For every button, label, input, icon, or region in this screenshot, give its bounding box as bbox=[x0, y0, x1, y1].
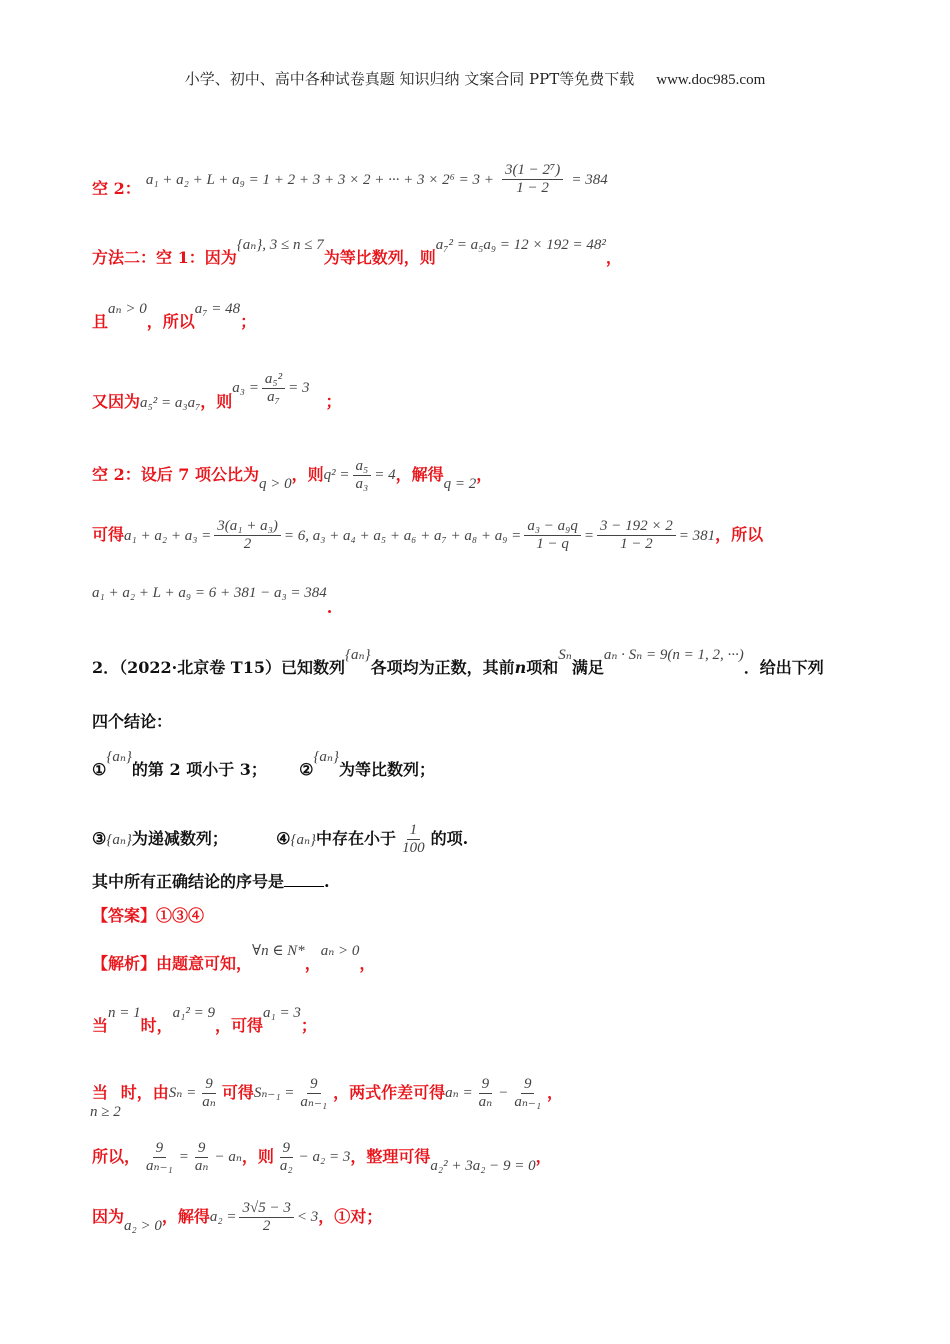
derive-eq: = bbox=[583, 527, 594, 544]
c3-seq: {aₙ} bbox=[106, 831, 132, 848]
c1-seq: {aₙ} bbox=[106, 748, 132, 765]
because-cond: a₂ > 0 bbox=[124, 1217, 162, 1234]
so-end: ， bbox=[535, 1147, 552, 1166]
because-expr: a₂ = $\frac{3√5 - 3}{2}$ < 3 bbox=[209, 1200, 319, 1234]
blank2-ratio-line bbox=[92, 458, 492, 493]
so-line bbox=[92, 1140, 552, 1175]
because-end: ，①对； bbox=[318, 1207, 383, 1226]
case2-sn-expr: Sₙ = $\frac{9}{\text{aₙ}}$ bbox=[168, 1076, 216, 1110]
c3-mark: ③ bbox=[92, 829, 107, 848]
problem2-line bbox=[92, 646, 824, 679]
so-w2: ，则 bbox=[241, 1147, 274, 1166]
blank2-label: 空 2： bbox=[92, 179, 141, 198]
conclusions-row2 bbox=[92, 822, 468, 857]
case2-sn1-expr: Sₙ₋₁ = $\frac{9}{\text{aₙ₋₁}}$ bbox=[253, 1076, 328, 1110]
answer-line bbox=[92, 906, 204, 926]
method2-line bbox=[92, 236, 622, 269]
header-site[interactable]: www.doc985.com bbox=[656, 72, 766, 88]
case2-w1: 当 bbox=[92, 1083, 109, 1102]
c4-fraction: $\frac{1}{100}$ bbox=[402, 822, 425, 856]
derive-end: ，所以 bbox=[715, 525, 764, 544]
case2-w2: 时，由 bbox=[120, 1083, 169, 1102]
problem2-sn: Sₙ bbox=[558, 646, 572, 663]
problem2-t2: 项和 bbox=[526, 658, 559, 677]
method2-mid: 为等比数列，则 bbox=[323, 248, 436, 267]
c2-mark: ② bbox=[299, 760, 314, 779]
analysis-line bbox=[92, 942, 376, 975]
problem2-num: 2．（2022·北京卷 T15）已知数列 bbox=[92, 658, 345, 677]
problem2-line2 bbox=[92, 712, 172, 732]
header-text: 小学、初中、高中各种试卷真题 知识归纳 文案合同 PPT等免费下载 bbox=[184, 70, 635, 88]
problem2-t3: 满足 bbox=[571, 658, 604, 677]
c4-text1: 中存在小于 bbox=[316, 829, 397, 848]
analysis-end1: ， bbox=[359, 954, 376, 973]
c2-text: 为等比数列； bbox=[339, 760, 436, 779]
case1-w3: ，可得 bbox=[215, 1016, 264, 1035]
c3-text: 为递减数列； bbox=[131, 829, 228, 848]
page-header bbox=[0, 68, 950, 89]
case1-w4: ； bbox=[300, 1016, 317, 1035]
method2-formula: a₇² = a₅a₉ = 12 × 192 = 48² bbox=[435, 236, 606, 253]
problem2-t4: ．给出下列 bbox=[743, 658, 824, 677]
method2-prefix: 方法二：空 1：因为 bbox=[92, 248, 237, 267]
case1-n: n = 1 bbox=[108, 1004, 141, 1021]
blank2-result: = 384 bbox=[571, 171, 608, 188]
b2-mid2: ，解得 bbox=[395, 465, 444, 484]
and-end: ； bbox=[240, 312, 257, 331]
problem2-seq: {aₙ} bbox=[344, 646, 371, 663]
analysis-f1: ∀n ∈ N* bbox=[252, 942, 305, 959]
case1-w2: 时， bbox=[140, 1016, 173, 1035]
case2-cond: n ≥ 2 bbox=[90, 1103, 121, 1120]
conclusions-row1 bbox=[92, 748, 436, 781]
c4-mark: ④ bbox=[276, 829, 291, 848]
since-end: ； bbox=[325, 392, 342, 411]
so-w3: ，整理可得 bbox=[350, 1147, 431, 1166]
case1-w1: 当 bbox=[92, 1016, 109, 1035]
c4-seq: {aₙ} bbox=[290, 831, 317, 848]
because-w1: 因为 bbox=[92, 1207, 125, 1226]
problem2-t1: 各项均为正数，其前 bbox=[370, 658, 515, 677]
problem2-line2-text: 四个结论： bbox=[92, 712, 173, 731]
problem2-n: n bbox=[514, 658, 527, 677]
case2-w3: 可得 bbox=[221, 1083, 254, 1102]
method2-seq: {aₙ}, 3 ≤ n ≤ 7 bbox=[236, 236, 324, 253]
derive-f2: = 6, a₃ + a₄ + a₅ + a₆ + a₇ + a₈ + a₉ = bbox=[283, 527, 522, 544]
case2-end: ， bbox=[547, 1083, 564, 1102]
derive-f3: = 381 bbox=[678, 527, 716, 544]
derive-f1: a₁ + a₂ + a₃ = bbox=[124, 527, 212, 544]
analysis-f2: aₙ > 0 bbox=[320, 942, 360, 959]
derive-label: 可得 bbox=[92, 525, 125, 544]
since-mid: ，则 bbox=[200, 392, 233, 411]
answer-blank bbox=[284, 872, 324, 887]
since-expr: a₃ = $\frac{\text{a₅²}}{\text{a₇}}$ = 3 bbox=[232, 371, 310, 405]
and-line bbox=[92, 300, 257, 333]
analysis-label: 【解析】由题意可知， bbox=[92, 954, 253, 973]
blank2-fraction: $\frac{\text{3(1 − 2⁷)}}{1 - 2}$ bbox=[502, 162, 563, 197]
derive-frac1: $\frac{\text{3(a₁ + a₃)}}{2}$ bbox=[214, 518, 281, 553]
and-mid: ，所以 bbox=[146, 312, 195, 331]
c4-text2: 的项. bbox=[430, 829, 469, 848]
b2-mid: ，则 bbox=[291, 465, 324, 484]
blank2-line bbox=[92, 162, 608, 197]
question-end: . bbox=[324, 872, 330, 891]
c1-text: 的第 2 项小于 3； bbox=[131, 760, 267, 779]
blank2-formula-left: a₁ + a₂ + L + a₉ = 1 + 2 + 3 + 3 × 2 + ··· + 3 × 2⁶ = 3 + bbox=[145, 171, 494, 188]
answer-label: 【答案】①③④ bbox=[92, 906, 205, 925]
and-result: a₇ = 48 bbox=[194, 300, 241, 317]
since-label: 又因为 bbox=[92, 392, 141, 411]
case1-a1: a₁ = 3 bbox=[263, 1004, 301, 1021]
since-line bbox=[92, 371, 342, 420]
method2-end: ， bbox=[605, 248, 622, 267]
b2-label: 空 2：设后 7 项公比为 bbox=[92, 465, 259, 484]
derive-line bbox=[92, 518, 763, 553]
so-quad: a₂² + 3a₂ − 9 = 0 bbox=[430, 1157, 536, 1174]
so-w1: 所以， bbox=[92, 1147, 141, 1166]
so-expr2: $\frac{9}{\text{a₂}}$ − a₂ = 3 bbox=[279, 1140, 351, 1174]
b2-expr: q² = $\frac{\text{a₅}}{\text{a₃}}$ = 4 bbox=[323, 458, 396, 492]
so-expr1: $\frac{9}{\text{aₙ₋₁}}$ = $\frac{9}{\text{aₙ}}$ − aₙ bbox=[146, 1140, 242, 1174]
and-label: 且 bbox=[92, 312, 109, 331]
since-formula: a₅² = a₃a₇ bbox=[140, 394, 201, 411]
case1-line bbox=[92, 1004, 317, 1037]
final-line bbox=[92, 582, 333, 617]
analysis-sep: ， bbox=[304, 954, 321, 973]
case2-line bbox=[90, 1076, 564, 1120]
and-cond: aₙ > 0 bbox=[108, 300, 147, 317]
derive-frac3: $\frac{3 - 192 \times 2}{1 - 2}$ bbox=[597, 518, 676, 553]
final-formula: a₁ + a₂ + L + a₉ = 6 + 381 − a₃ = 384 bbox=[92, 584, 327, 601]
case2-an-expr: aₙ = $\frac{9}{\text{aₙ}}$ − $\frac{9}{\text{aₙ₋₁}}$ bbox=[445, 1076, 542, 1110]
b2-end: ， bbox=[476, 465, 493, 484]
question-text: 其中所有正确结论的序号是 bbox=[92, 872, 285, 891]
problem2-cond: aₙ · Sₙ = 9(n = 1, 2, ···) bbox=[603, 646, 744, 663]
c1-mark: ① bbox=[92, 760, 107, 779]
derive-frac2: $\frac{\text{a₃ − a₉q}}{1 - q}$ bbox=[524, 518, 581, 553]
b2-q: q > 0 bbox=[258, 475, 292, 492]
because-w2: ，解得 bbox=[161, 1207, 210, 1226]
b2-res: q = 2 bbox=[443, 475, 477, 492]
case2-w4: ，两式作差可得 bbox=[333, 1083, 446, 1102]
c2-seq: {aₙ} bbox=[313, 748, 340, 765]
case1-a1sq: a₁² = 9 bbox=[172, 1004, 215, 1021]
because-line bbox=[92, 1200, 382, 1235]
question-line bbox=[92, 872, 330, 892]
final-end: . bbox=[326, 598, 333, 617]
